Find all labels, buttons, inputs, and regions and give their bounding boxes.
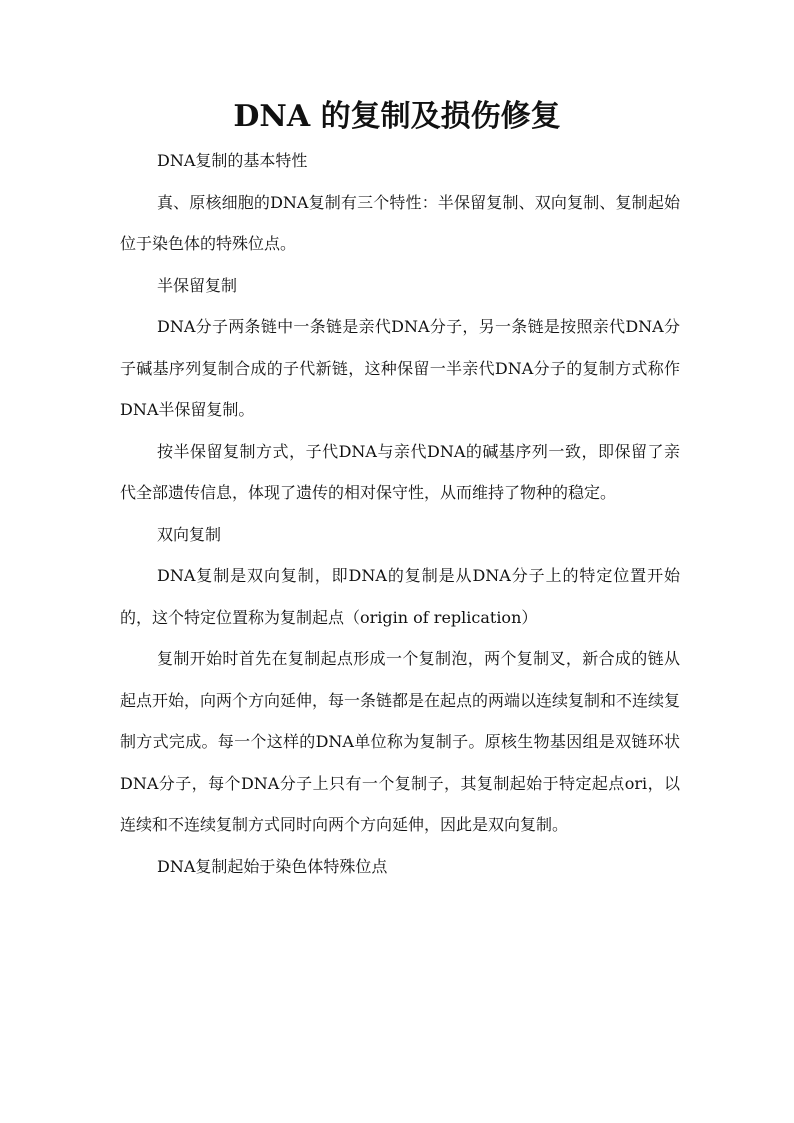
paragraph-replication-bubble: 复制开始时首先在复制起点形成一个复制泡，两个复制叉，新合成的链从起点开始，向两个方向延伸，每一条链都是在起点的两端以连续复制和不连续复制方式完成。每一个这样的DNA单位称为复制子。原核生物基因组是双链环状DNA分子，每个DNA分子上只有一个复制子，其复制起始于特定起点ori，以连续和不连续复制方式同时向两个方向延伸，因此是双向复制。 bbox=[120, 649, 681, 834]
document-title: DNA 的复制及损伤修复 bbox=[233, 99, 561, 134]
paragraph-heading-origin-sites: DNA复制起始于染色体特殊位点 bbox=[157, 856, 388, 876]
paragraph-heading-basic-features: DNA复制的基本特性 bbox=[157, 151, 308, 170]
document-body bbox=[120, 140, 680, 887]
paragraph-heading-semiconservative: 半保留复制 bbox=[157, 275, 238, 295]
paragraph-semiconservative-significance: 按半保留复制方式，子代DNA与亲代DNA的碱基序列一致，即保留了亲代全部遗传信息，体现了遗传的相对保守性，从而维持了物种的稳定。 bbox=[120, 441, 680, 502]
paragraph-semiconservative-definition: DNA分子两条链中一条链是亲代DNA分子，另一条链是按照亲代DNA分子碱基序列复制合成的子代新链，这种保留一半亲代DNA分子的复制方式称作DNA半保留复制。 bbox=[120, 317, 680, 419]
paragraph-three-features: 真、原核细胞的DNA复制有三个特性：半保留复制、双向复制、复制起始位于染色体的特殊位点。 bbox=[120, 192, 680, 253]
paragraph-heading-bidirectional: 双向复制 bbox=[157, 524, 222, 544]
paragraph-bidirectional-definition: DNA复制是双向复制，即DNA的复制是从DNA分子上的特定位置开始的，这个特定位置称为复制起点（origin of replication） bbox=[120, 566, 680, 627]
